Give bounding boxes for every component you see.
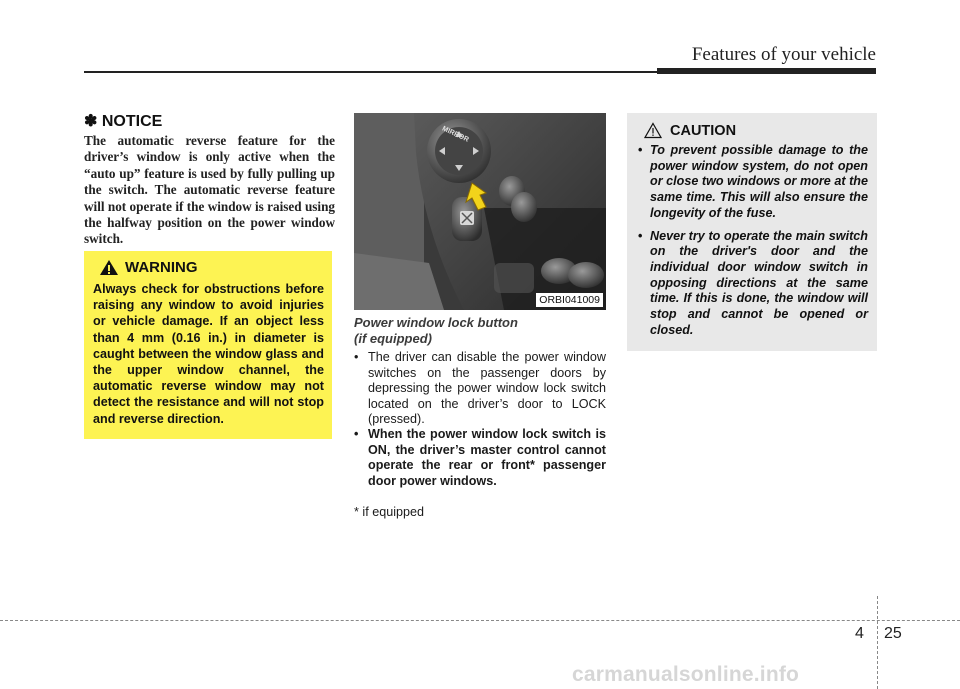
footer-divider [877,596,878,689]
header-rule-accent [657,68,876,74]
footer-rule [0,620,960,621]
power-window-lock-photo [354,113,606,310]
caution-title: CAUTION [670,122,737,139]
footnote: * if equipped [354,505,425,519]
section-title: Features of your vehicle [691,44,876,65]
warning-triangle-icon [99,259,119,276]
figure-caption-line2: (if equipped) [354,330,432,346]
chapter-number: 4 [855,625,864,642]
caution-box [627,113,877,351]
bullet-text: When the power window lock switch is ON, the driver’s master control cannot operate the rear or front* passenger door power windows. [368,427,606,488]
warning-box [84,251,332,439]
figure-code: ORBI041009 [536,293,603,307]
caution-item-text: Never try to operate the main switch on the driver's door and the individual door window switch in opposing directions at the same time. If this is done, the window will stop and cannot be opened or closed. [650,228,868,337]
bullet-item [354,350,606,428]
bullet-dot: • [638,143,643,157]
caution-triangle-icon [644,122,662,139]
warning-text: Always check for obstructions before raising any window to avoid injuries or vehicle damage. If an object less than 4 mm (0.16 in.) in diameter is caught between the window glass and the upper window channel, the automatic reverse window may not detect the resistance and will not stop and reverse direction. [93,282,324,426]
figure-caption-line1: Power window lock button [354,315,518,330]
caution-item [638,143,868,222]
watermark: carmanualsonline.info [572,663,800,686]
door-panel-illustration [354,113,606,310]
page-number: 25 [884,625,902,642]
notice-heading: ✽ NOTICE [84,113,163,130]
bullet-dot: • [354,427,359,441]
warning-header [99,259,324,276]
caution-header [644,122,868,139]
warning-title: WARNING [125,259,198,276]
caution-item [638,229,868,339]
bullet-dot: • [354,350,359,364]
caution-item-text: To prevent possible damage to the power window system, do not open or close two windows or more at the same time. This will also ensure the longevity of the fuse. [650,143,868,220]
mirror-label: MIRROR [440,125,470,144]
bullet-item [354,427,606,489]
notice-body: The automatic reverse feature for the driver’s window is only active when the “auto up” feature is used by fully pulling up the switch. The automatic reverse feature will not operate if the window is raised using the halfway position on the power window switch. [84,133,335,247]
figure-caption [354,315,606,346]
bullet-dot: • [638,228,643,243]
bullet-text: The driver can disable the power window switches on the passenger doors by depressing the power window lock switch located on the driver’s door to LOCK (pressed). [368,350,606,427]
